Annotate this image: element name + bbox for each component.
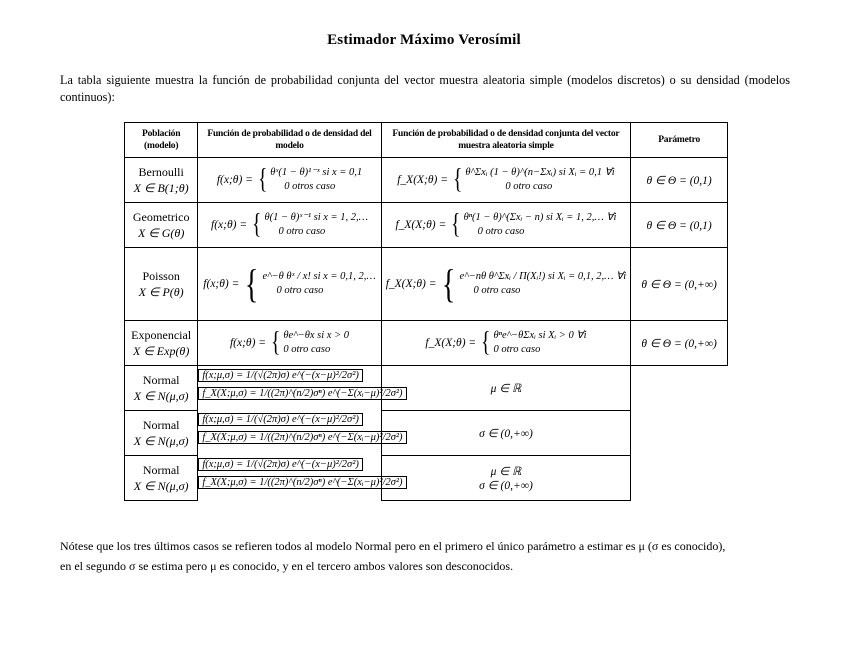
parameter-mu: μ ∈ ℝ [490,466,522,478]
normal-density-formula: f(x;μ,σ) = 1/(√(2π)σ) e^(−(x−μ)²/2σ²) [198,369,363,382]
joint-function-cell [381,203,631,248]
likelihood-table [124,122,728,501]
population-name: Geometrico [132,210,190,224]
population-cell [125,366,198,411]
population-model: X ∈ N(μ,σ) [133,434,189,448]
population-name: Poisson [142,269,180,283]
parameter-cell: θ ∈ Θ = (0,+∞) [631,321,728,366]
normal-joint-density-formula: f_X(X;μ,σ) = 1/((2π)^(n/2)σⁿ) e^(−Σ(xᵢ−μ)²/2σ²) [198,476,406,489]
model-function-cell [198,203,381,248]
parameter-cell [381,456,631,501]
piecewise-function: f(x;θ) = { e^−θ θˣ / x! si x = 0,1, 2,… 0 otro caso [203,261,376,306]
population-cell [125,456,198,501]
table-header-row [125,123,728,158]
parameter-sigma: σ ∈ (0,+∞) [479,480,533,492]
header-joint-function: Función de probabilidad o de densidad conjunta del vector muestra aleatoria simple [381,123,631,158]
document-title: Estimador Máximo Verosímil [327,32,521,48]
joint-function-cell [381,158,631,203]
table-row [125,248,728,321]
piecewise-function: f(x;θ) = { θe^−θx si x > 0 0 otro caso [229,327,350,358]
piecewise-joint-function: f_X(X;θ) = { θ^Σxᵢ (1 − θ)^(n−Σxᵢ) si Xᵢ = 0,1 ∀i 0 otro caso [397,164,615,195]
population-name: Normal [142,463,180,477]
normal-density-formula: f(x;μ,σ) = 1/(√(2π)σ) e^(−(x−μ)²/2σ²) [198,413,363,426]
table-row [125,321,728,366]
table-row [125,456,728,501]
piecewise-joint-function: f_X(X;θ) = { θⁿ(1 − θ)^(Σxᵢ − n) si Xᵢ = 1, 2,… ∀i 0 otro caso [395,209,617,240]
population-name: Normal [142,373,180,387]
piecewise-function: f(x;θ) = { θˣ(1 − θ)¹⁻ˣ si x = 0,1 0 otros caso [216,164,363,195]
population-model: X ∈ G(θ) [137,226,185,240]
population-cell [125,203,198,248]
notes-line-2: en el segundo σ se estima pero μ es conocido, y en el tercero ambos valores son desconocidos. [60,559,514,573]
population-model: X ∈ N(μ,σ) [133,389,189,403]
population-cell [125,321,198,366]
population-name: Bernoulli [138,165,184,179]
piecewise-joint-function: f_X(X;θ) = { θⁿe^−θΣxᵢ si Xᵢ > 0 ∀i 0 otro caso [425,327,587,358]
header-population: Población (modelo) [125,123,198,158]
table-row [125,366,728,411]
notes-paragraph [60,536,800,576]
population-model: X ∈ Exp(θ) [133,344,190,358]
population-cell [125,158,198,203]
parameter-cell: σ ∈ (0,+∞) [381,411,631,456]
parameter-cell: μ ∈ ℝ [381,366,631,411]
population-cell [125,248,198,321]
parameter-cell: θ ∈ Θ = (0,1) [631,158,728,203]
normal-joint-density-formula: f_X(X;μ,σ) = 1/((2π)^(n/2)σⁿ) e^(−Σ(xᵢ−μ)²/2σ²) [198,387,406,400]
model-function-cell [198,158,381,203]
model-function-cell [198,248,381,321]
piecewise-joint-function: f_X(X;θ) = { e^−nθ θ^Σxᵢ / Π(Xᵢ!) si Xᵢ = 0,1, 2,… ∀i 0 otro caso [385,261,627,306]
joint-function-cell [381,248,631,321]
intro-paragraph: La tabla siguiente muestra la función de probabilidad conjunta del vector muestra aleatoria simple (modelos discretos) o su densidad (modelos continuos): [60,73,790,104]
table-row [125,411,728,456]
header-model-function: Función de probabilidad o de densidad del modelo [198,123,381,158]
population-cell [125,411,198,456]
model-function-cell [198,321,381,366]
table-row [125,158,728,203]
header-parameter: Parámetro [631,123,728,158]
population-name: Exponencial [131,328,192,342]
normal-density-formula: f(x;μ,σ) = 1/(√(2π)σ) e^(−(x−μ)²/2σ²) [198,458,363,471]
population-name: Normal [142,418,180,432]
parameter-cell: θ ∈ Θ = (0,1) [631,203,728,248]
population-model: X ∈ P(θ) [138,285,184,299]
population-model: X ∈ N(μ,σ) [133,479,189,493]
normal-joint-density-formula: f_X(X;μ,σ) = 1/((2π)^(n/2)σⁿ) e^(−Σ(xᵢ−μ)²/2σ²) [198,431,406,444]
piecewise-function: f(x;θ) = { θ(1 − θ)ˣ⁻¹ si x = 1, 2,… 0 otro caso [211,209,368,240]
table-row [125,203,728,248]
parameter-cell: θ ∈ Θ = (0,+∞) [631,248,728,321]
joint-function-cell [381,321,631,366]
population-model: X ∈ B(1;θ) [133,181,189,195]
notes-line-1: Nótese que los tres últimos casos se refieren todos al modelo Normal pero en el primero el único parámetro a estimar es μ (σ es conocido), [60,539,726,553]
